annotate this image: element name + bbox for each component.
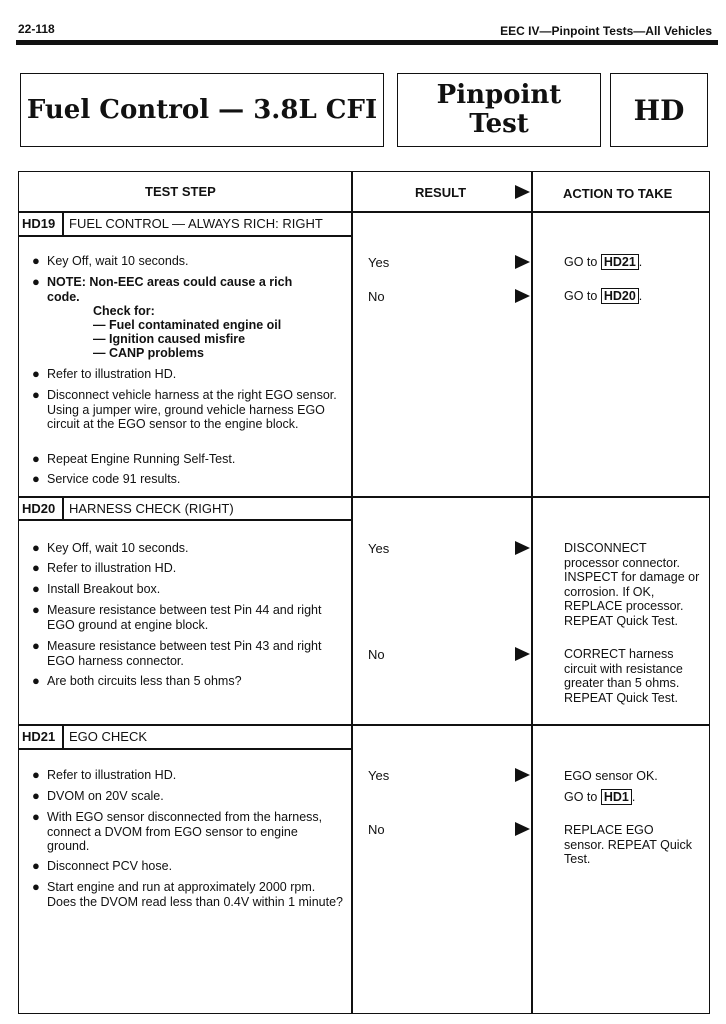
section-id: HD20 [22, 501, 56, 516]
section-title: FUEL CONTROL — ALWAYS RICH: RIGHT [69, 216, 323, 231]
action-item: GO to HD20 . [564, 289, 643, 303]
step-item: ● Disconnect vehicle harness at the right EGO sensor. Using a jumper wire, ground vehicle harness EGO circuit at the EGO sensor to the engine block. [32, 387, 337, 431]
test-reference: HD20 [601, 288, 639, 304]
action-item: GO to HD21 . [564, 255, 643, 269]
section-rule [18, 496, 710, 498]
result-no: No [368, 647, 385, 662]
step-item: ● Install Breakout box. [32, 581, 161, 596]
arrow-icon [515, 255, 530, 269]
step-item: ● With EGO sensor disconnected from the harness, connect a DVOM from EGO sensor to engine ground. [32, 809, 323, 853]
section-id: HD19 [22, 216, 56, 231]
step-item: ● Refer to illustration HD. [32, 560, 177, 575]
title-box [20, 73, 384, 147]
arrow-icon [515, 185, 530, 199]
step-note-line: Check for: [93, 304, 155, 318]
step-note-line: — Ignition caused misfire [93, 332, 246, 346]
test-label: Test [469, 109, 529, 139]
section-title-rule [18, 519, 352, 521]
step-item: ● Disconnect PCV hose. [32, 858, 173, 873]
col-test-step: TEST STEP [145, 184, 216, 199]
result-no: No [368, 289, 385, 304]
arrow-icon [515, 289, 530, 303]
result-no: No [368, 822, 385, 837]
section-rule [18, 724, 710, 726]
result-yes: Yes [368, 768, 390, 783]
step-item: ● Measure resistance between test Pin 44 and right EGO ground at engine block. [32, 602, 322, 632]
result-yes: Yes [368, 255, 390, 270]
pinpoint-label: Pinpoint [436, 80, 562, 110]
step-item: ● Service code 91 results. [32, 471, 181, 486]
col-action: ACTION TO TAKE [563, 186, 673, 201]
page-number: 22-118 [18, 22, 55, 36]
column-divider-2 [531, 171, 533, 1014]
step-note-line: — CANP problems [93, 346, 204, 360]
page-title: Fuel Control — 3.8L CFI [26, 95, 378, 125]
step-note: ● NOTE: Non-EEC areas could cause a rich code. [32, 274, 293, 304]
action-item: REPLACE EGO sensor. REPEAT Quick Test. [564, 823, 693, 866]
step-item: ● Are both circuits less than 5 ohms? [32, 673, 242, 688]
arrow-icon [515, 768, 530, 782]
action-item: EGO sensor OK. [564, 769, 658, 783]
section-title-rule [18, 235, 352, 237]
step-item: ● Start engine and run at approximately 2000 rpm. Does the DVOM read less than 0.4V within 1 minute? [32, 879, 343, 909]
section-id-divider [62, 496, 64, 520]
header-row-rule [18, 211, 710, 213]
step-item: ● DVOM on 20V scale. [32, 788, 164, 803]
header-rule [16, 40, 718, 45]
section-title: HARNESS CHECK (RIGHT) [69, 501, 234, 516]
step-note-line: — Fuel contaminated engine oil [93, 318, 282, 332]
section-title: EGO CHECK [69, 729, 148, 744]
action-item: GO to HD1 . [564, 790, 636, 804]
arrow-icon [515, 822, 530, 836]
step-item: ● Refer to illustration HD. [32, 767, 177, 782]
column-divider-1 [351, 171, 353, 1014]
step-item: ● Refer to illustration HD. [32, 366, 177, 381]
section-id-divider [62, 211, 64, 236]
pinpoint-test-box [397, 73, 601, 147]
section-title-rule [18, 748, 352, 750]
action-item: CORRECT harness circuit with resistance greater than 5 ohms. REPEAT Quick Test. [564, 647, 683, 705]
step-item: ● Measure resistance between test Pin 43 and right EGO harness connector. [32, 638, 322, 668]
step-item: ● Key Off, wait 10 seconds. [32, 540, 189, 555]
section-id-divider [62, 724, 64, 749]
running-title: EEC IV—Pinpoint Tests—All Vehicles [500, 24, 712, 38]
section-id: HD21 [22, 729, 56, 744]
test-id-box [610, 73, 708, 147]
step-item: ● Repeat Engine Running Self-Test. [32, 451, 236, 466]
arrow-icon [515, 647, 530, 661]
test-id: HD [633, 93, 685, 127]
step-item: ● Key Off, wait 10 seconds. [32, 253, 189, 268]
col-result: RESULT [415, 185, 467, 200]
action-item: DISCONNECT processor connector. INSPECT for damage or corrosion. If OK, REPLACE processor. REPEAT Quick Test. [564, 541, 700, 628]
test-reference: HD21 [601, 254, 639, 270]
result-yes: Yes [368, 541, 390, 556]
test-reference: HD1 [601, 789, 632, 805]
arrow-icon [515, 541, 530, 555]
